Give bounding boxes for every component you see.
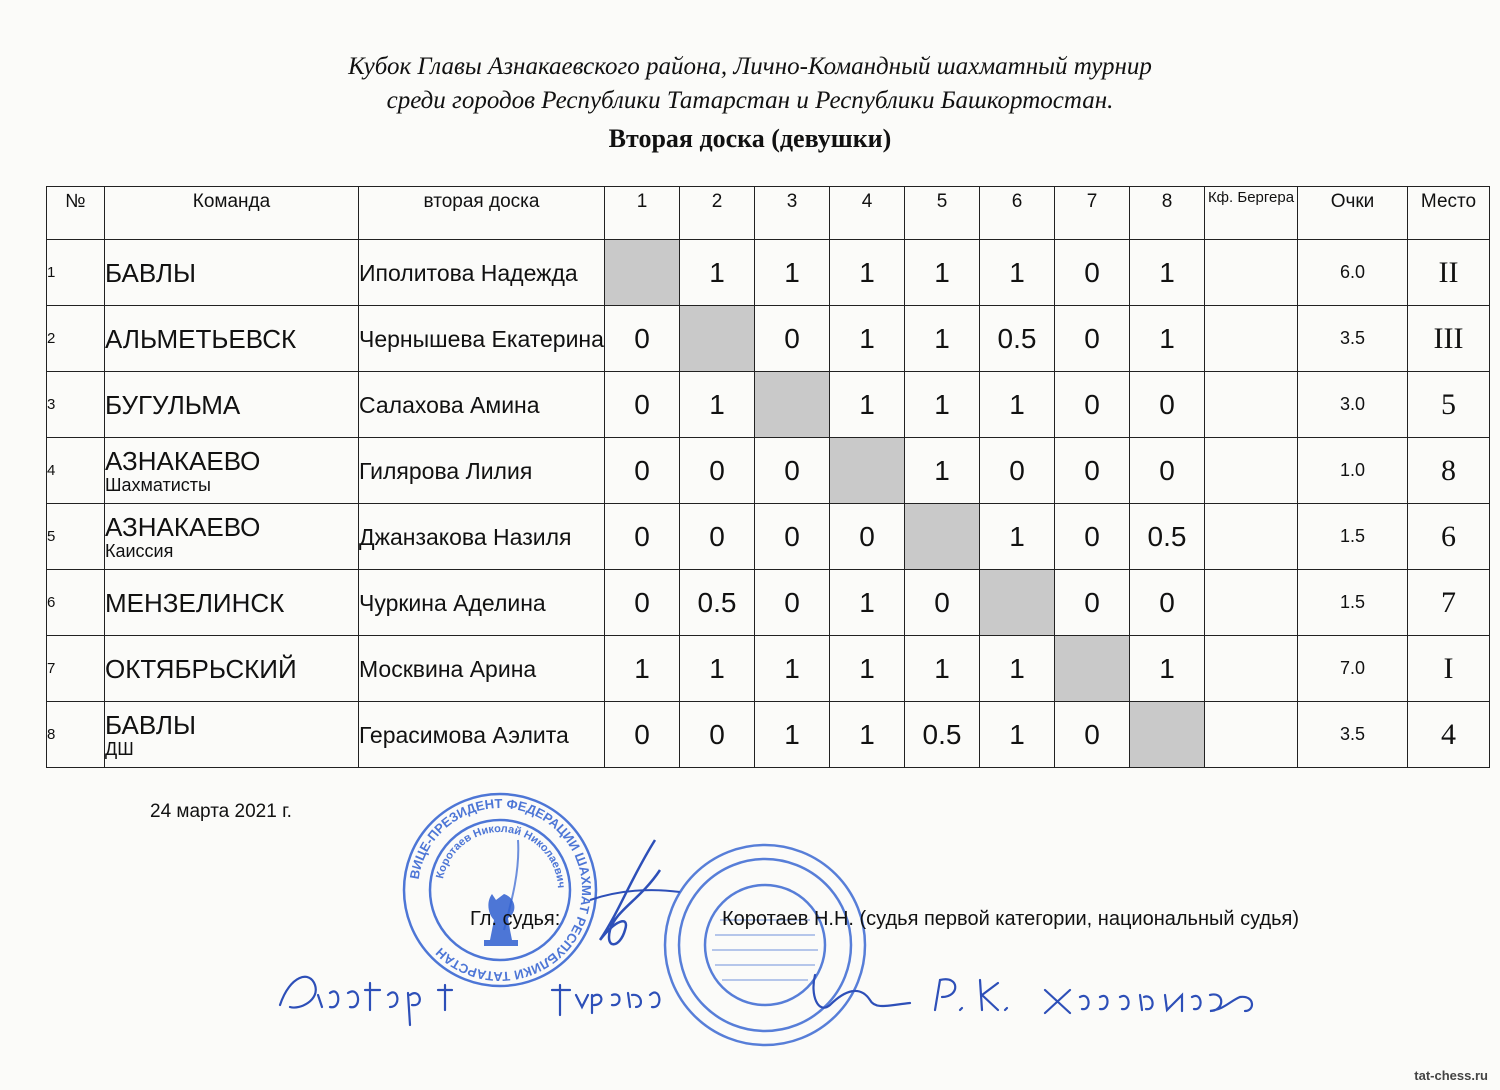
director-handwriting xyxy=(270,955,1270,1035)
berger-cell xyxy=(1205,306,1298,372)
result-cell: 1 xyxy=(605,636,680,702)
team-cell xyxy=(105,570,359,636)
result-cell: 0 xyxy=(1055,306,1130,372)
header-berger: Кф. Бергера xyxy=(1205,187,1298,240)
result-cell: 1 xyxy=(830,702,905,768)
result-cell: 0 xyxy=(605,438,680,504)
berger-cell xyxy=(1205,702,1298,768)
result-cell: 0 xyxy=(830,504,905,570)
table-row xyxy=(47,570,1490,636)
header-round: 8 xyxy=(1130,187,1205,240)
result-cell: 1 xyxy=(905,372,980,438)
berger-cell xyxy=(1205,570,1298,636)
result-cell: 1 xyxy=(755,636,830,702)
table-row xyxy=(47,372,1490,438)
result-cell: 0 xyxy=(1130,570,1205,636)
result-cell: 0 xyxy=(755,306,830,372)
player-name: Москвина Арина xyxy=(359,636,605,702)
team-name: БАВЛЫ xyxy=(105,709,196,740)
result-cell: 0.5 xyxy=(1130,504,1205,570)
seal-inner-text: Коротаев Николай Николаевич xyxy=(434,822,568,889)
result-cell: 0 xyxy=(755,570,830,636)
result-cell: 1 xyxy=(905,438,980,504)
svg-text:Коротаев Николай Николаевич xyxy=(434,823,567,889)
result-cell: 0 xyxy=(680,702,755,768)
team-cell xyxy=(105,240,359,306)
row-number: 6 xyxy=(47,570,105,636)
result-cell: 0 xyxy=(605,570,680,636)
place-cell: 5 xyxy=(1408,372,1490,438)
team-cell xyxy=(105,702,359,768)
team-name: БУГУЛЬМА xyxy=(105,389,241,420)
place-cell: III xyxy=(1408,306,1490,372)
result-cell: 0 xyxy=(605,504,680,570)
result-cell: 0 xyxy=(680,504,755,570)
result-cell: 1 xyxy=(830,306,905,372)
chief-judge-name: Коротаев Н.Н. (судья первой категории, национальный судья) xyxy=(722,908,1300,930)
document-subtitle: Вторая доска (девушки) xyxy=(608,124,892,153)
team-subtitle: Шахматисты xyxy=(105,474,211,495)
berger-cell xyxy=(1205,372,1298,438)
header-round: 1 xyxy=(605,187,680,240)
diagonal-cell xyxy=(980,570,1055,636)
result-cell: 0 xyxy=(1055,438,1130,504)
header-round: 3 xyxy=(755,187,830,240)
result-cell: 0.5 xyxy=(905,702,980,768)
result-cell: 1 xyxy=(830,240,905,306)
result-cell: 0.5 xyxy=(680,570,755,636)
header-round: 5 xyxy=(905,187,980,240)
points-cell: 7.0 xyxy=(1298,636,1408,702)
header-round: 7 xyxy=(1055,187,1130,240)
result-cell: 0 xyxy=(755,438,830,504)
berger-cell xyxy=(1205,636,1298,702)
berger-cell xyxy=(1205,438,1298,504)
points-cell: 1.0 xyxy=(1298,438,1408,504)
title-line-2: среди городов Республики Татарстан и Республики Башкортостан. xyxy=(386,87,1114,114)
points-cell: 3.0 xyxy=(1298,372,1408,438)
result-cell: 0 xyxy=(1055,504,1130,570)
team-cell xyxy=(105,504,359,570)
result-cell: 0 xyxy=(905,570,980,636)
player-name: Герасимова Аэлита xyxy=(359,702,605,768)
header-round: 4 xyxy=(830,187,905,240)
result-cell: 0 xyxy=(755,504,830,570)
result-cell: 1 xyxy=(755,702,830,768)
result-cell: 0 xyxy=(605,372,680,438)
result-cell: 1 xyxy=(680,372,755,438)
points-cell: 1.5 xyxy=(1298,570,1408,636)
diagonal-cell xyxy=(905,504,980,570)
row-number: 8 xyxy=(47,702,105,768)
result-cell: 0 xyxy=(605,702,680,768)
result-cell: 0 xyxy=(1055,240,1130,306)
document-date: 24 марта 2021 г. xyxy=(150,801,292,822)
result-cell: 1 xyxy=(980,372,1055,438)
diagonal-cell xyxy=(830,438,905,504)
row-number: 7 xyxy=(47,636,105,702)
row-number: 2 xyxy=(47,306,105,372)
points-cell: 6.0 xyxy=(1298,240,1408,306)
result-cell: 0 xyxy=(605,306,680,372)
team-cell xyxy=(105,438,359,504)
table-row xyxy=(47,504,1490,570)
table-row xyxy=(47,438,1490,504)
player-name: Джанзакова Назиля xyxy=(359,504,605,570)
header-place: Место xyxy=(1408,187,1490,240)
result-cell: 0 xyxy=(1055,570,1130,636)
chief-judge-label: Гл. судья: xyxy=(470,908,561,930)
title-line-1: Кубок Главы Азнакаевского района, Лично-Командный шахматный турнир xyxy=(348,53,1152,80)
player-name: Гилярова Лилия xyxy=(359,438,605,504)
result-cell: 1 xyxy=(830,570,905,636)
row-number: 3 xyxy=(47,372,105,438)
document-title xyxy=(0,50,1500,118)
table-header-row xyxy=(47,187,1490,240)
result-cell: 1 xyxy=(980,636,1055,702)
place-cell: 8 xyxy=(1408,438,1490,504)
team-cell xyxy=(105,306,359,372)
tournament-table xyxy=(46,186,1490,768)
place-cell: 7 xyxy=(1408,570,1490,636)
player-name: Чуркина Аделина xyxy=(359,570,605,636)
result-cell: 0 xyxy=(1055,372,1130,438)
team-name: АЗНАКАЕВО xyxy=(105,445,261,476)
diagonal-cell xyxy=(680,306,755,372)
team-name: АЗНАКАЕВО xyxy=(105,511,261,542)
table-row xyxy=(47,306,1490,372)
points-cell: 3.5 xyxy=(1298,702,1408,768)
header-round: 2 xyxy=(680,187,755,240)
diagonal-cell xyxy=(605,240,680,306)
place-cell: II xyxy=(1408,240,1490,306)
place-cell: 4 xyxy=(1408,702,1490,768)
team-subtitle: Каиссия xyxy=(105,540,174,561)
berger-cell xyxy=(1205,240,1298,306)
player-name: Чернышева Екатерина xyxy=(359,306,605,372)
result-cell: 1 xyxy=(830,372,905,438)
result-cell: 1 xyxy=(980,504,1055,570)
team-name: ОКТЯБРЬСКИЙ xyxy=(105,653,297,684)
row-number: 4 xyxy=(47,438,105,504)
diagonal-cell xyxy=(1055,636,1130,702)
result-cell: 0 xyxy=(1055,702,1130,768)
result-cell: 0 xyxy=(680,438,755,504)
result-cell: 0 xyxy=(1130,372,1205,438)
header-round: 6 xyxy=(980,187,1055,240)
result-cell: 1 xyxy=(680,240,755,306)
header-num: № xyxy=(47,187,105,240)
row-number: 1 xyxy=(47,240,105,306)
team-name: БАВЛЫ xyxy=(105,257,196,288)
points-cell: 3.5 xyxy=(1298,306,1408,372)
points-cell: 1.5 xyxy=(1298,504,1408,570)
header-points: Очки xyxy=(1298,187,1408,240)
seal-outer-text: ВИЦЕ-ПРЕЗИДЕНТ ФЕДЕРАЦИИ ШАХМАТ РЕСПУБЛИКИ ТАТАРСТАН xyxy=(406,795,595,985)
team-cell xyxy=(105,636,359,702)
place-cell: I xyxy=(1408,636,1490,702)
team-cell xyxy=(105,372,359,438)
site-watermark: tat-chess.ru xyxy=(1414,1068,1488,1083)
result-cell: 1 xyxy=(905,240,980,306)
player-name: Салахова Амина xyxy=(359,372,605,438)
table-row xyxy=(47,702,1490,768)
result-cell: 1 xyxy=(905,306,980,372)
result-cell: 1 xyxy=(1130,306,1205,372)
result-cell: 0 xyxy=(1130,438,1205,504)
row-number: 5 xyxy=(47,504,105,570)
result-cell: 1 xyxy=(980,702,1055,768)
result-cell: 0 xyxy=(980,438,1055,504)
team-name: МЕНЗЕЛИНСК xyxy=(105,587,285,618)
diagonal-cell xyxy=(755,372,830,438)
result-cell: 0.5 xyxy=(980,306,1055,372)
team-subtitle: ДШ xyxy=(105,738,134,759)
result-cell: 1 xyxy=(980,240,1055,306)
result-cell: 1 xyxy=(905,636,980,702)
result-cell: 1 xyxy=(755,240,830,306)
berger-cell xyxy=(1205,504,1298,570)
result-cell: 1 xyxy=(1130,240,1205,306)
table-row xyxy=(47,636,1490,702)
result-cell: 1 xyxy=(830,636,905,702)
diagonal-cell xyxy=(1130,702,1205,768)
table-row xyxy=(47,240,1490,306)
place-cell: 6 xyxy=(1408,504,1490,570)
header-team: Команда xyxy=(105,187,359,240)
result-cell: 1 xyxy=(1130,636,1205,702)
header-board: вторая доска xyxy=(359,187,605,240)
player-name: Иполитова Надежда xyxy=(359,240,605,306)
result-cell: 1 xyxy=(680,636,755,702)
team-name: АЛЬМЕТЬЕВСК xyxy=(105,323,297,354)
